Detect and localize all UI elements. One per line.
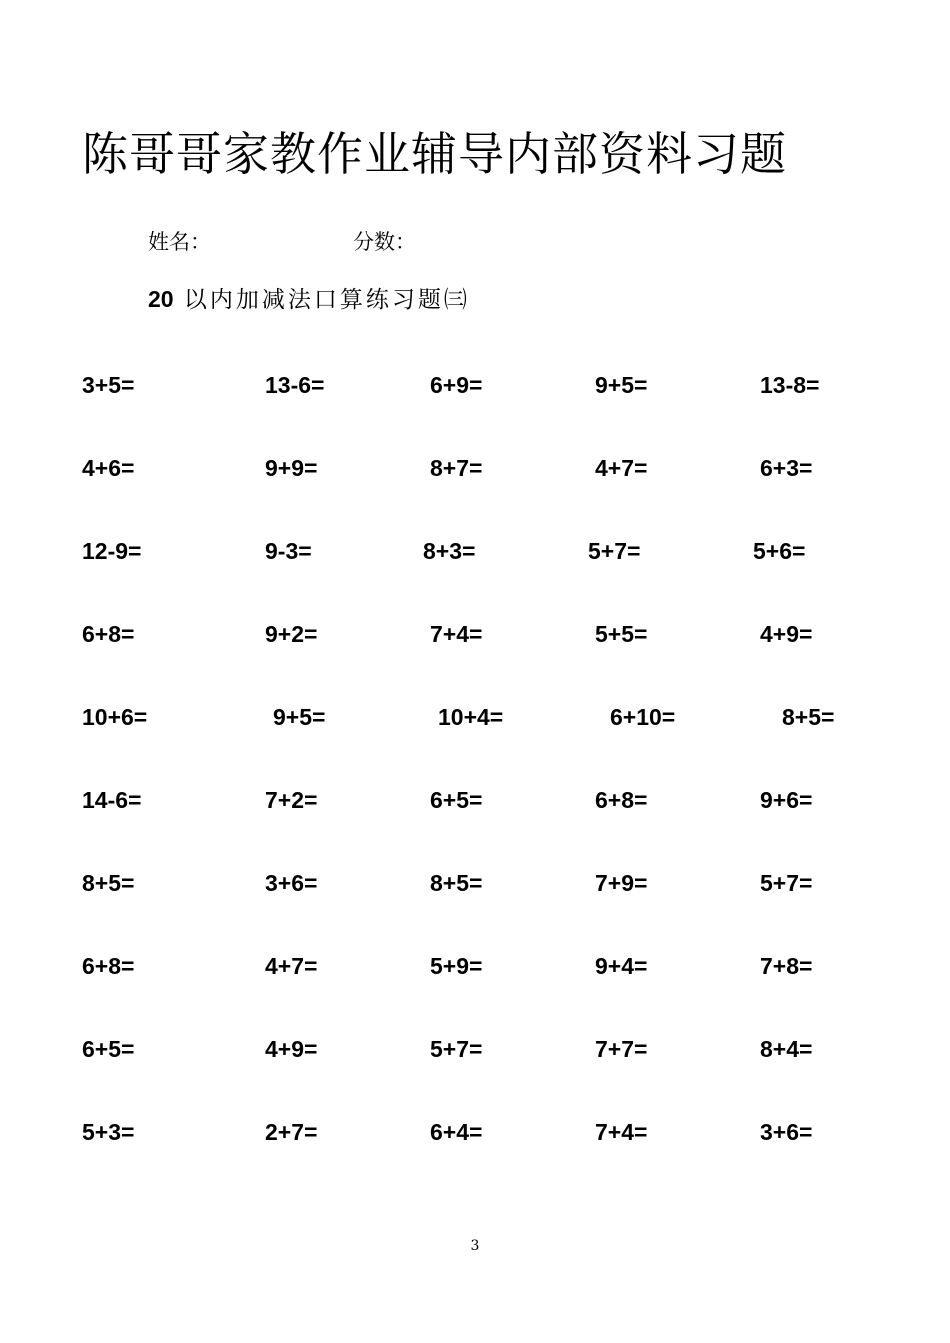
math-problem: 6+8= (82, 953, 135, 979)
math-problem: 5+9= (430, 953, 483, 979)
math-problem: 4+7= (265, 953, 318, 979)
math-problem: 7+4= (430, 621, 483, 647)
math-problem: 9+5= (595, 372, 648, 398)
page-title: 陈哥哥家教作业辅导内部资料习题 (82, 127, 787, 181)
math-problem: 10+6= (82, 704, 148, 730)
math-problem: 7+8= (760, 953, 813, 979)
math-problem: 7+9= (595, 870, 648, 896)
math-problem: 3+5= (82, 372, 135, 398)
math-problem: 7+7= (595, 1036, 648, 1062)
math-problem: 9+9= (265, 455, 318, 481)
math-problem: 8+4= (760, 1036, 813, 1062)
subtitle-text: 以内加减法口算练习题㈢ (173, 287, 470, 313)
math-problem: 3+6= (760, 1119, 813, 1145)
math-problem: 8+7= (430, 455, 483, 481)
math-problem: 12-9= (82, 538, 142, 564)
math-problem: 4+9= (265, 1036, 318, 1062)
subtitle-number: 20 (148, 286, 174, 312)
math-problem: 6+5= (430, 787, 483, 813)
math-problem: 10+4= (438, 704, 504, 730)
math-problem: 6+10= (610, 704, 676, 730)
math-problem: 8+3= (423, 538, 476, 564)
math-problem: 6+4= (430, 1119, 483, 1145)
math-problem: 6+8= (595, 787, 648, 813)
math-problem: 14-6= (82, 787, 142, 813)
math-problem: 3+6= (265, 870, 318, 896)
math-problem: 6+8= (82, 621, 135, 647)
math-problem: 9-3= (265, 538, 312, 564)
math-problem: 4+7= (595, 455, 648, 481)
math-problem: 9+4= (595, 953, 648, 979)
math-problem: 9+6= (760, 787, 813, 813)
math-problem: 5+5= (595, 621, 648, 647)
math-problem: 5+3= (82, 1119, 135, 1145)
math-problem: 6+3= (760, 455, 813, 481)
math-problem: 4+9= (760, 621, 813, 647)
math-problem: 6+5= (82, 1036, 135, 1062)
math-problem: 8+5= (782, 704, 835, 730)
score-label: 分数： (353, 230, 416, 254)
math-problem: 4+6= (82, 455, 135, 481)
math-problem: 5+6= (753, 538, 806, 564)
math-problem: 13-8= (760, 372, 820, 398)
math-problem: 7+4= (595, 1119, 648, 1145)
page-number: 3 (470, 1238, 480, 1254)
math-problem: 7+2= (265, 787, 318, 813)
math-problem: 5+7= (430, 1036, 483, 1062)
math-problem: 8+5= (430, 870, 483, 896)
math-problem: 2+7= (265, 1119, 318, 1145)
math-problem: 13-6= (265, 372, 325, 398)
name-label: 姓名： (148, 230, 211, 254)
math-problem: 8+5= (82, 870, 135, 896)
math-problem: 6+9= (430, 372, 483, 398)
math-problem: 9+2= (265, 621, 318, 647)
math-problem: 5+7= (588, 538, 641, 564)
math-problem: 5+7= (760, 870, 813, 896)
math-problem: 9+5= (273, 704, 326, 730)
